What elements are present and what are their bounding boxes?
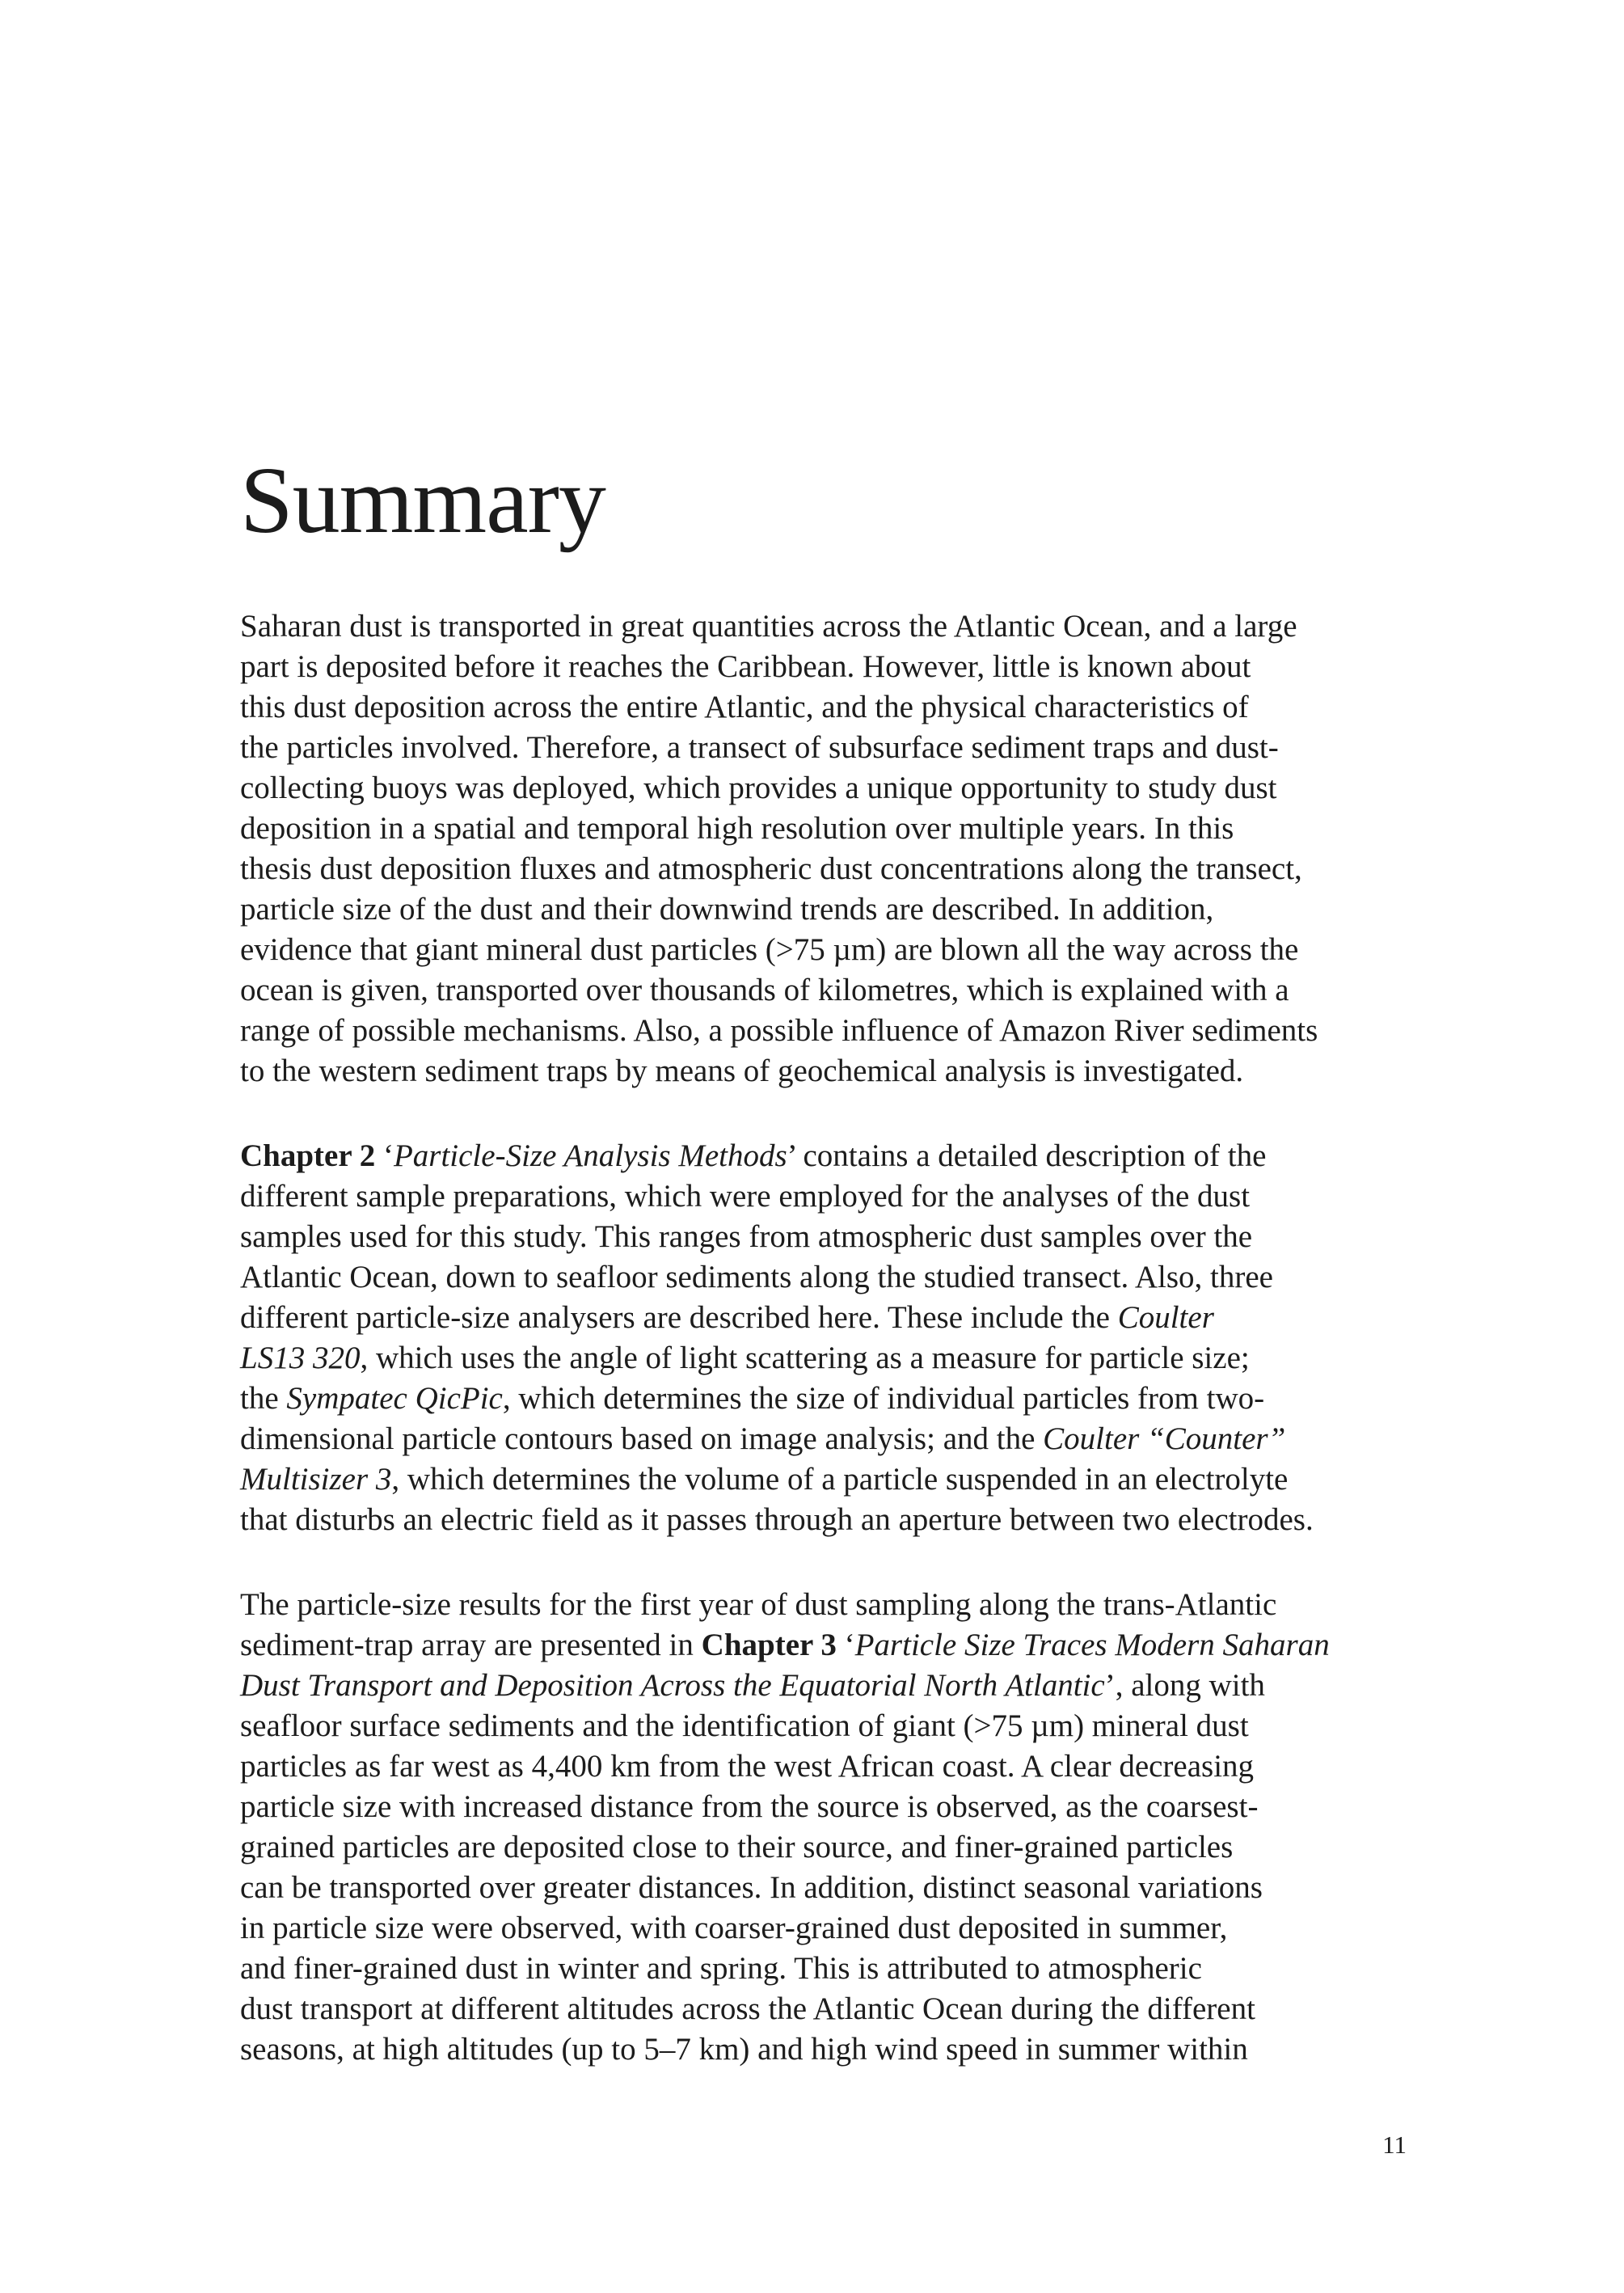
- text-line: and finer-grained dust in winter and spring. This is attributed to atmospheric: [240, 1951, 1202, 1986]
- text-line: [240, 1625, 1404, 1666]
- chapter-reference: Chapter 3: [701, 1628, 837, 1662]
- text-line: Atlantic Ocean, down to seafloor sediments along the studied transect. Also, three: [240, 1260, 1273, 1294]
- text-run: ’, along with: [1104, 1668, 1265, 1703]
- text-line: part is deposited before it reaches the Caribbean. However, little is known about: [240, 649, 1251, 684]
- text-line: the particles involved. Therefore, a transect of subsurface sediment traps and dust-: [240, 730, 1279, 765]
- text-line: seasons, at high altitudes (up to 5–7 km) and high wind speed in summer within: [240, 2032, 1248, 2067]
- text-line: particle size with increased distance from the source is observed, as the coarsest-: [240, 1789, 1259, 1824]
- text-line: collecting buoys was deployed, which provides a unique opportunity to study dust: [240, 771, 1277, 805]
- text-line: particle size of the dust and their downwind trends are described. In addition,: [240, 892, 1214, 927]
- text-line: Saharan dust is transported in great quantities across the Atlantic Ocean, and a large: [240, 609, 1297, 644]
- text-line: range of possible mechanisms. Also, a possible influence of Amazon River sediments: [240, 1013, 1318, 1048]
- text-line: seafloor surface sediments and the identification of giant (>75 µm) mineral dust: [240, 1708, 1249, 1743]
- text-run: dimensional particle contours based on image analysis; and the: [240, 1421, 1044, 1456]
- quote-mark: ‘: [375, 1138, 394, 1173]
- text-line: thesis dust deposition fluxes and atmospheric dust concentrations along the transect,: [240, 851, 1302, 886]
- text-line: grained particles are deposited close to their source, and finer-grained particles: [240, 1830, 1234, 1864]
- instrument-name: Coulter: [1117, 1300, 1214, 1335]
- text-run: , which uses the angle of light scattering as a measure for particle size;: [360, 1341, 1250, 1375]
- text-line: evidence that giant mineral dust particles (>75 µm) are blown all the way across the: [240, 932, 1299, 967]
- text-run: different particle-size analysers are described here. These include the: [240, 1300, 1118, 1335]
- chapter-title: Particle Size Traces Modern Saharan: [854, 1628, 1330, 1662]
- page-number: 11: [1382, 2130, 1407, 2159]
- text-line: [240, 1379, 1404, 1419]
- text-line: can be transported over greater distances. In addition, distinct seasonal variations: [240, 1870, 1263, 1905]
- text-line: deposition in a spatial and temporal high resolution over multiple years. In this: [240, 811, 1234, 846]
- chapter-title: Particle-Size Analysis Methods: [393, 1138, 787, 1173]
- chapter-title: Dust Transport and Deposition Across the Equatorial North Atlantic: [240, 1668, 1105, 1703]
- instrument-name: Multisizer 3: [240, 1462, 392, 1497]
- text-run: , which determines the volume of a particle suspended in an electrolyte: [391, 1462, 1289, 1497]
- text-run: sediment-trap array are presented in: [240, 1628, 702, 1662]
- text-run: the: [240, 1381, 287, 1416]
- text-line: in particle size were observed, with coarser-grained dust deposited in summer,: [240, 1911, 1228, 1945]
- text-run: , which determines the size of individual particles from two-: [502, 1381, 1265, 1416]
- summary-paragraph-3: [240, 1585, 1404, 2070]
- text-line: this dust deposition across the entire Atlantic, and the physical characteristics of: [240, 690, 1249, 724]
- page-title: Summary: [240, 447, 605, 553]
- text-line: [240, 1136, 1404, 1176]
- text-line: samples used for this study. This ranges from atmospheric dust samples over the: [240, 1219, 1253, 1254]
- text-line: [240, 1419, 1404, 1459]
- summary-paragraph-1: [240, 606, 1404, 1092]
- text-run: ’ contains a detailed description of the: [787, 1138, 1267, 1173]
- text-line: ocean is given, transported over thousands of kilometres, which is explained with a: [240, 973, 1289, 1007]
- text-line: The particle-size results for the first year of dust sampling along the trans-Atlantic: [240, 1587, 1277, 1622]
- text-line: that disturbs an electric field as it passes through an aperture between two electrodes.: [240, 1502, 1314, 1537]
- text-line: [240, 1459, 1404, 1500]
- text-line: particles as far west as 4,400 km from the west African coast. A clear decreasing: [240, 1749, 1255, 1784]
- text-line: [240, 1298, 1404, 1338]
- instrument-name: LS13 320: [240, 1341, 361, 1375]
- text-line: dust transport at different altitudes across the Atlantic Ocean during the different: [240, 1991, 1255, 2026]
- quote-mark: ‘: [836, 1628, 855, 1662]
- text-line: [240, 1338, 1404, 1379]
- text-line: different sample preparations, which were employed for the analyses of the dust: [240, 1179, 1251, 1214]
- summary-paragraph-2: [240, 1136, 1404, 1540]
- text-line: [240, 1666, 1404, 1706]
- instrument-name: Sympatec QicPic: [286, 1381, 503, 1416]
- chapter-reference: Chapter 2: [240, 1138, 376, 1173]
- text-line: to the western sediment traps by means of geochemical analysis is investigated.: [240, 1054, 1244, 1088]
- instrument-name: Coulter “Counter”: [1043, 1421, 1286, 1456]
